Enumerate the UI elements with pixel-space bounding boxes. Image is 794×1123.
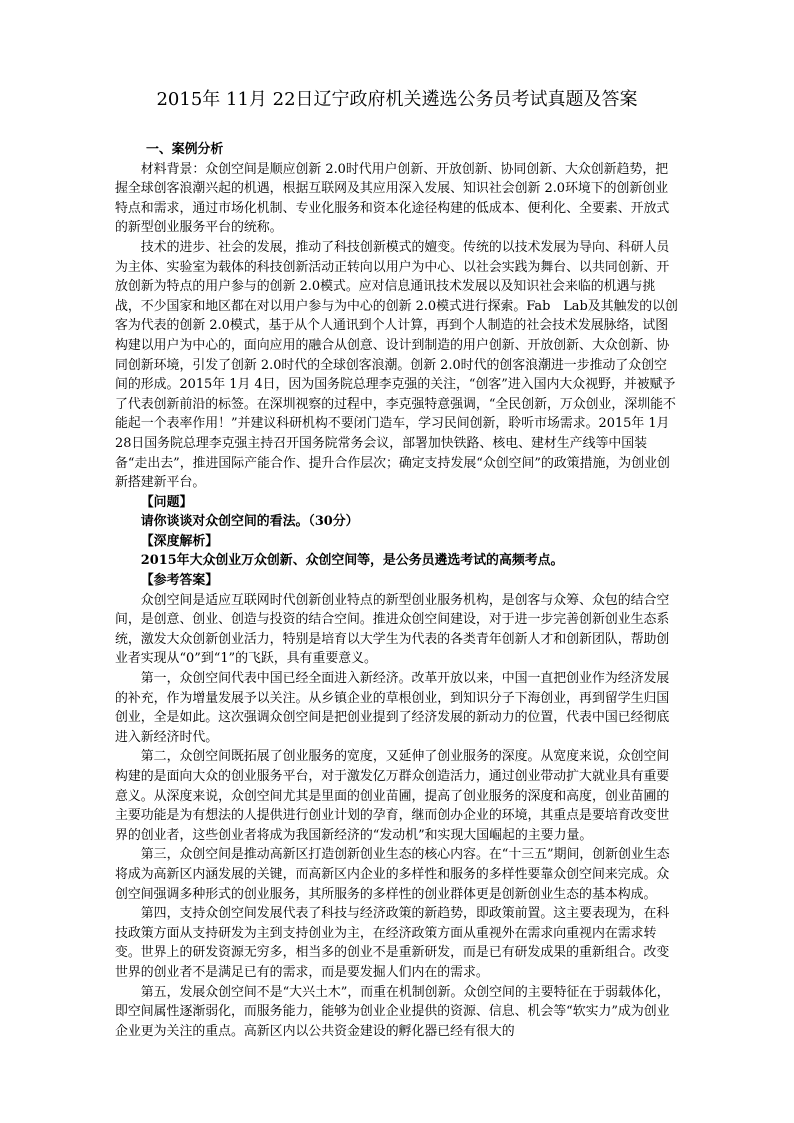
document-body: [115, 140, 678, 1041]
answer-paragraph-2: 第一，众创空间代表中国已经全面进入新经济。改革开放以来，中国一直把创业作为经济发展的补充，作为增量发展予以关注。从乡镇企业的草根创业，到知识分子下海创业，再到留学生归国创业，全是如此。这次强调众创空间是把创业提到了经济发展的新动力的位置，代表中国已经彻底进入新经济时代。: [115, 671, 670, 745]
question-label: 【问题】: [140, 494, 193, 510]
answer-paragraph-1: 众创空间是适应互联网时代创新创业特点的新型创业服务机构，是创客与众筹、众包的结合空间，是创意、创业、创造与投资的结合空间。推进众创空间建设，对于进一步完善创新创业生态系统，激发大众创新创业活力，特别是培育以大学生为代表的各类青年创新人才和创新团队，帮助创业者实现从“0”到“1”的飞跃，具有重要意义。: [115, 592, 670, 667]
analysis-label: 【深度解析】: [140, 533, 219, 549]
answer-paragraph-6: 第五，发展众创空间不是“大兴土木”，而重在机制创新。众创空间的主要特征在于弱载体化，即空间属性逐渐弱化，而服务能力，能够为创业企业提供的资源、信息、机会等“软实力”成为创业企业更为关注的重点。高新区内以公共资金建设的孵化器已经有很大的: [115, 984, 670, 1039]
analysis-text: 2015年大众创业万众创新、众创空间等，是公务员遴选考试的高频考点。: [140, 553, 564, 569]
background-paragraph-2: 技术的进步、社会的发展，推动了科技创新模式的嬗变。传统的以技术发展为导向、科研人员为主体、实验室为载体的科技创新活动正转向以用户为中心、以社会实践为舞台、以共同创新、开放创新为特点的用户参与的创新 2.0模式。应对信息通讯技术发展以及知识社会来临的机遇与挑战，不少国家和地区都在对以用户参与为中心的创新 2.0模式进行探索。Fab Lab及其触发的以创客为代表的创新 2.0模式，基于从个人通讯到个人计算，再到个人制造的社会技术发展脉络，试图构建以用户为中心的，面向应用的融合从创意、设计到制造的用户创新、开放创新、大众创新、协同创新环境，引发了创新 2.0时代的全球创客浪潮。创新 2.0时代的创客浪潮进一步推动了众创空间的形成。2015年 1月 4日，因为国务院总理李克强的关注，“创客”进入国内大众视野，并被赋予了代表创新前沿的标签。在深圳视察的过程中，李克强特意强调，“全民创新，万众创业，深圳能不能起一个表率作用！”并建议科研机构不要闭门造车，学习民间创新，聆听市场需求。2015年 1月 28日国务院总理李克强主持召开国务院常务会议，部署加快铁路、核电、建材生产线等中国装备“走出去”，推进国际产能合作、提升合作层次；确定支持发展“众创空间”的政策措施，为创业创新搭建新平台。: [115, 239, 678, 491]
answer-paragraph-5: 第四，支持众创空间发展代表了科技与经济政策的新趋势，即政策前置。这主要表现为，在科技政策方面从支持研发为主到支持创业为主，在经济政策方面从重视外在需求向重视内在需求转变。世界上的研发资源无穷多，相当多的创业不是重新研发，而是已有研发成果的重新组合。改变世界的创业者不是满足已有的需求，而是要发掘人们内在的需求。: [115, 906, 670, 980]
answer-paragraph-4: 第三，众创空间是推动高新区打造创新创业生态的核心内容。在“十三五”期间，创新创业生态将成为高新区内涵发展的关键，而高新区内企业的多样性和服务的多样性要靠众创空间来完成。众创空间强调多种形式的创业服务，其所服务的多样性的创业群体更是创新创业生态的基本构成。: [115, 847, 670, 902]
answer-label: 【参考答案】: [140, 573, 219, 589]
background-paragraph-1: 材料背景：众创空间是顺应创新 2.0时代用户创新、开放创新、协同创新、大众创新趋势，把握全球创客浪潮兴起的机遇，根据互联网及其应用深入发展、知识社会创新 2.0环境下的创新创业特点和需求，通过市场化机制、专业化服务和资本化途径构建的低成本、便利化、全要素、开放式的新型创业服务平台的统称。: [115, 161, 670, 236]
answer-paragraph-3: 第二，众创空间既拓展了创业服务的宽度，又延伸了创业服务的深度。从宽度来说，众创空间构建的是面向大众的创业服务平台，对于激发亿万群众创造活力，通过创业带动扩大就业具有重要意义。从深度来说，众创空间尤其是里面的创业苗圃，提高了创业服务的深度和高度，创业苗圃的主要功能是为有想法的人提供进行创业计划的孕育，继而创办企业的环境，其重点是要培育改变世界的创业者，这些创业者将成为我国新经济的“发动机”和实现大国崛起的主要力量。: [115, 749, 670, 843]
question-text: 请你谈谈对众创空间的看法。（30分）: [140, 514, 359, 530]
document-title: 2015年 11月 22日辽宁政府机关遴选公务员考试真题及答案: [156, 89, 638, 110]
section-heading: 一、案例分析: [145, 142, 224, 157]
